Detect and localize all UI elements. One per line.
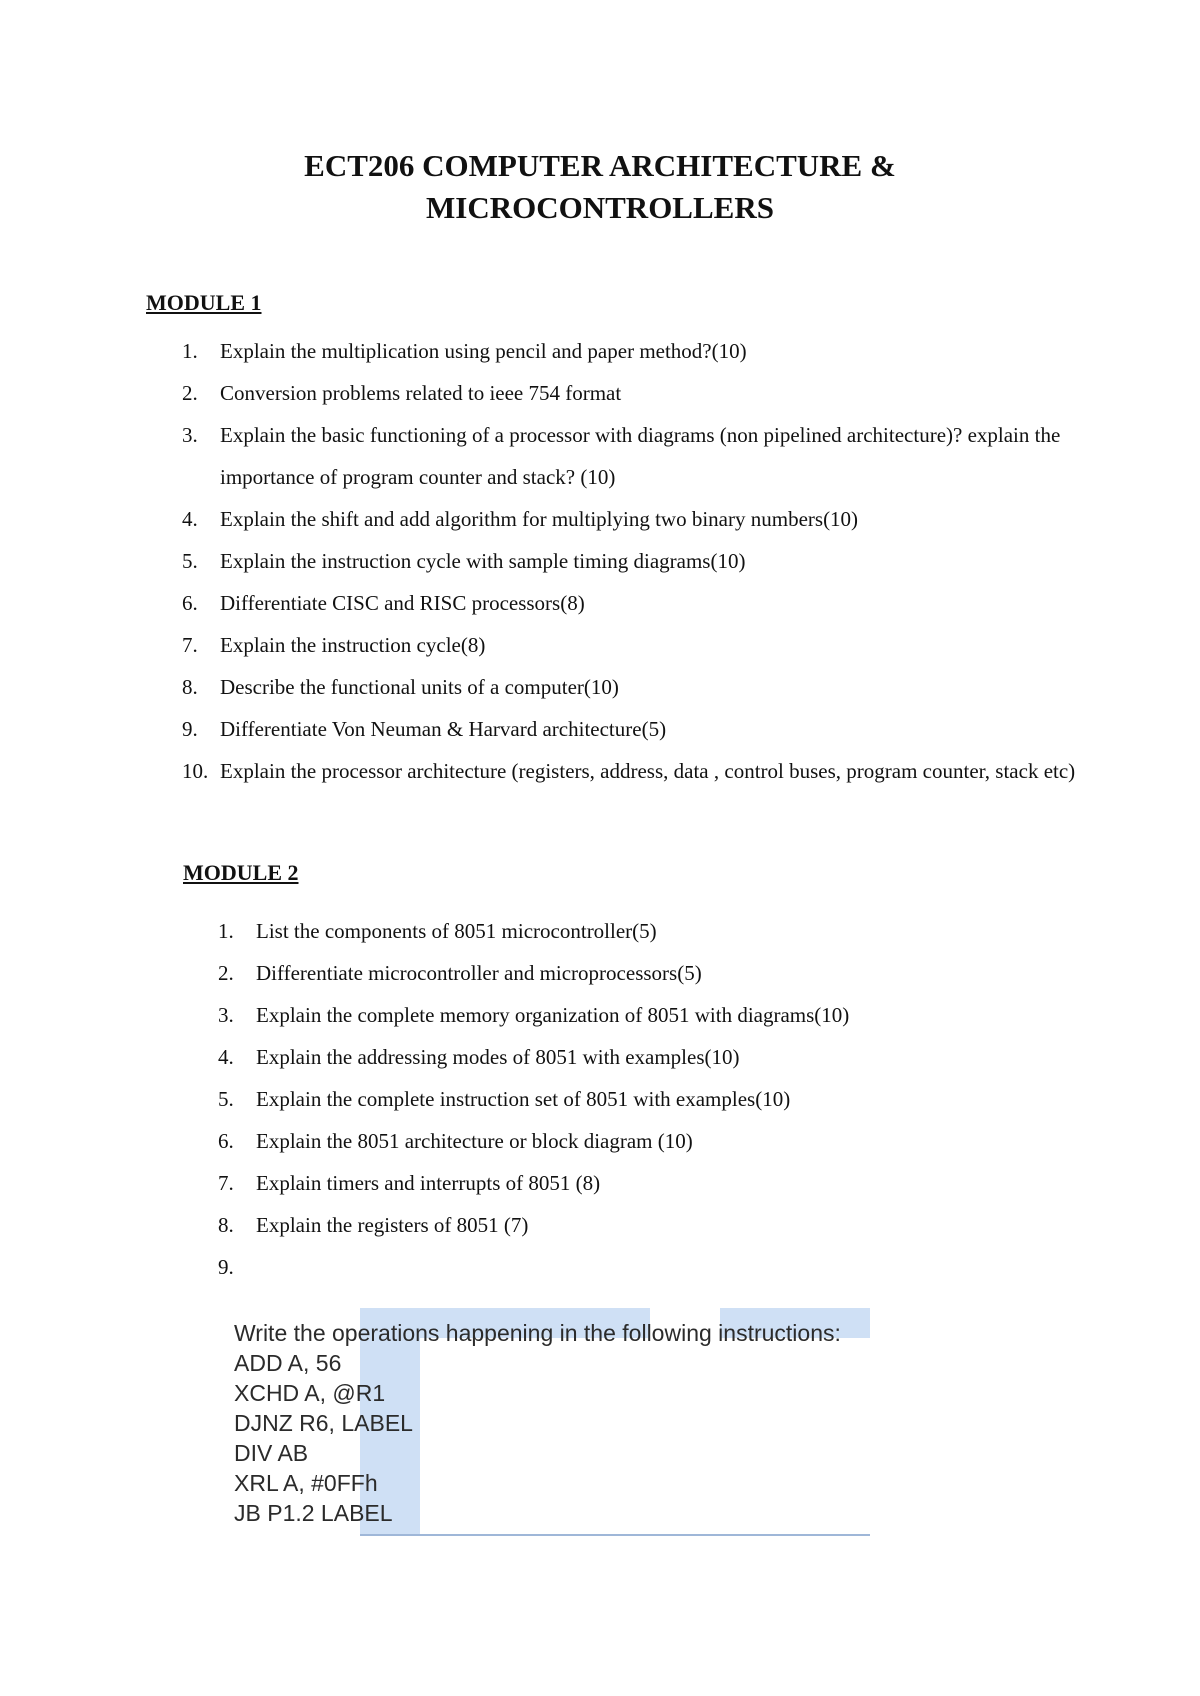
snippet-instruction: DJNZ R6, LABEL [234,1410,413,1436]
question-number: 5. [218,1087,234,1111]
question-item [182,330,1080,372]
question-item [218,910,1076,952]
question-item [218,952,1076,994]
snippet-instruction: XRL A, #0FFh [234,1470,378,1496]
question-text: Explain the addressing modes of 8051 with examples(10) [256,1045,740,1069]
question-number: 9. [182,717,198,741]
question-text: Explain the registers of 8051 (7) [256,1213,529,1237]
question-number: 6. [182,591,198,615]
question-number: 1. [182,339,198,363]
question-item [218,1078,1076,1120]
question-text: Explain the complete memory organization of 8051 with diagrams(10) [256,1003,850,1027]
question-number: 2. [182,381,198,405]
question-item [182,708,1080,750]
question-item [182,666,1080,708]
snippet-heading: Write the operations happening in the following instructions: [234,1320,841,1346]
question-item [182,414,1080,498]
module-2-heading: MODULE 2 [183,860,299,885]
title-line-1: ECT206 COMPUTER ARCHITECTURE & [304,148,896,183]
document-title [0,145,1200,229]
question-item [218,1204,1076,1246]
question-item [182,750,1080,792]
question-item [182,624,1080,666]
module-1-question-list [182,330,1080,792]
question-number: 5. [182,549,198,573]
question-text: Explain the shift and add algorithm for multiplying two binary numbers(10) [220,507,859,531]
question-item [182,498,1080,540]
instruction-snippet-image [230,1308,870,1536]
question-item [182,582,1080,624]
question-number: 8. [218,1213,234,1237]
question-number: 7. [218,1171,234,1195]
question-text: Explain timers and interrupts of 8051 (8) [256,1171,601,1195]
question-number: 8. [182,675,198,699]
snippet-lines [234,1318,841,1528]
question-text: Conversion problems related to ieee 754 format [220,381,622,405]
question-item [218,1036,1076,1078]
snippet-instruction: XCHD A, @R1 [234,1380,386,1406]
question-item [218,1120,1076,1162]
snippet-instruction: JB P1.2 LABEL [234,1500,393,1526]
question-text: Differentiate CISC and RISC processors(8) [220,591,585,615]
question-text: List the components of 8051 microcontroller(5) [256,919,657,943]
question-number: 3. [182,423,198,447]
question-item [182,540,1080,582]
question-text: Explain the instruction cycle with sample timing diagrams(10) [220,549,746,573]
question-text: Explain the processor architecture (registers, address, data , control buses, program counter, stack etc) [220,759,1076,783]
question-text: Explain the complete instruction set of 8051 with examples(10) [256,1087,791,1111]
question-number: 10. [182,759,209,783]
title-line-2: MICROCONTROLLERS [426,190,774,225]
question-item [218,994,1076,1036]
question-text: Differentiate microcontroller and microprocessors(5) [256,961,702,985]
snippet-instruction: ADD A, 56 [234,1350,342,1376]
question-text: Differentiate Von Neuman & Harvard architecture(5) [220,717,667,741]
question-text: Describe the functional units of a computer(10) [220,675,619,699]
snippet-instruction: DIV AB [234,1440,309,1466]
question-number: 1. [218,919,234,943]
question-number: 2. [218,961,234,985]
question-number: 4. [218,1045,234,1069]
snippet-instruction-list [234,1348,841,1528]
question-number: 9. [218,1255,234,1279]
question-text: Explain the basic functioning of a processor with diagrams (non pipelined architecture)? explain the importance of program counter and stack? (10) [220,423,1061,489]
question-text: Explain the 8051 architecture or block diagram (10) [256,1129,693,1153]
snippet-underline [360,1534,870,1536]
module-2-question-list [218,910,1076,1279]
question-text: Explain the multiplication using pencil and paper method?(10) [220,339,747,363]
question-number: 4. [182,507,198,531]
question-text: Explain the instruction cycle(8) [220,633,486,657]
question-item [182,372,1080,414]
module-1-heading: MODULE 1 [146,290,262,315]
question-number: 6. [218,1129,234,1153]
question-number: 3. [218,1003,234,1027]
question-item [218,1162,1076,1204]
question-number: 7. [182,633,198,657]
